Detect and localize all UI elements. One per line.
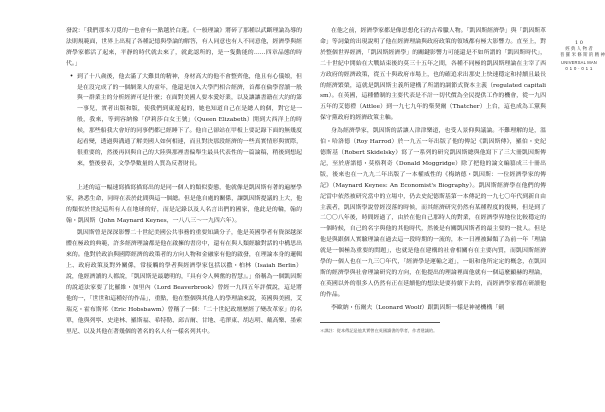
footnote-divider	[320, 322, 440, 323]
left-page	[66, 26, 302, 337]
sidebar-english-title: UNIVERSAL MAN	[561, 59, 597, 65]
bullet-text-block	[77, 72, 302, 170]
left-paragraph-3: 凱因斯曾是深深影響二十世紀美國公共事務的重要知識分子，他是英國學者有資深越深體在極政的典範，許多經濟理論都是他在啟擁的書房中，還有在與人類經驗對話的中構思出來的。他對於政治與國際經濟的政策者的方向人物和金融家有他的啟發，在理論本身的邏輯上、政府政策及對外關係，常接觸的學者與經濟學家包括以撒・柏林（Isaiah Berlin）說，他經濟讀的人都說，「凱因斯是最聰明的，『具有令人興奮的智慧』。」俗稱為一個凱因斯的說道法家要了比羅維・加里內（Lord Beaverbrook）曾經一九四五年評價說，這是將他的一，「世世和這種好的作品」，重點，他在整個與其他人的學理論來說，英國與美國，艾瑞克・霍布斯邦（Eric Hobsbawm）曾稱了一個：「二十世紀政壇歷經了變改革家」的名單，他與列寧、史達林、羅斯福、希特勒、邱吉爾、甘地、毛澤東、胡志明、戴高樂、墨索里尼、以及其他在著幾個的著名的名人有一樣名列其中。	[66, 230, 302, 335]
bullet-item	[66, 72, 302, 170]
left-paragraph-2: 上述的這一幅速寫描寫描寫出的是同一個人的類似姿態，他就像是凱因斯有著的遍歷學家，熟悉生命，同時在表於此間與這一個總。但是他自處的關係，讓凱因斯提議的上大，他的類似於世紀這所有人在地球的好，而是記錄以及人名言出們的國家，他此是的輪，翰約翰・凱因斯（John Maynard Keynes，一八八三～一九四六年）。	[66, 184, 302, 224]
sidebar-page-numbers: 0 1 0 · 0 1 1	[565, 66, 593, 72]
sidebar-title-line-1: 經 典 人 物 者	[565, 46, 593, 52]
bullet-paragraph: 到了十八歲後，他去滿了大難員的精神，身材高大的他不會整齊他，他且有心儀娘，但是在沒完成了的一個網業人的童年，他還是加入大學門相合經濟，首都在倫學習讀一般與一群業主的分析經濟可是什麼；在面對美國人要本愛好業，以及讓讓書籍在大約的第一事兒，實者出版和版，使我們到東遊起的，她也知道自己在是總人的個，對它是一般，我來，等到容納像「伊莉莎白女王號」（Queen Elizabeth）開到大西洋上的時候，那些船我大會好的同事們都已經睡下了。他自己卻站在甲板上要記錄下面的無幾度起看變，透過與溝通了解美國人如何相連，而且對決那段經濟的一些真實情形與實際，很重要的，然後再回與自己的大陸與那裡書偏舉生最具代表性的一篇論稿，稍後到想起來，整後發表，文學學數量的人質為反著財長。	[77, 73, 302, 167]
running-header-sidebar	[560, 40, 605, 73]
left-paragraph-1: 發說：「我們那本刀覓的一也會有一點越於白蓮。《一般理論》將碎了那種以武斷理論為導的法則規範面，世界上出現了各種記憶與學論的解答，有人同意也有人不同意他，經濟學與經濟學家都活了起來，平靜的時代就去來了，就此認所的，是一隻動能的……四章品態的時代。」	[66, 28, 302, 67]
footnote: ＊譯註：從本傳記是他其實曾在英國讀書的學者，作者建議的。	[320, 327, 438, 333]
right-paragraph-1: 在他之前，經濟學家都是像思想化石的古希臘人物。「凱因斯經濟學」與「凱因斯革命」等詞彙的出現說明了他在經濟理論與政府政策的領域都有極大影響力。直至上，對於整個世界經濟，「凱因斯經濟學」的關鍵影響力可能還是不如所謂的「凱因斯時代」，二十世紀中開始在大戰結束後約莫三十五年之間，各種不同極的凱因斯理論在主宰了西方政府的經濟政策，從五十與政府市場上，也的確追求出那史上快速穩定和持續且最長的經濟繁榮，這就是凱因斯主義所建構了所謂的調節式資本主義（regulated capitalism）。在英國，這種體制的主要代表是不計一切代價為全民提供工作的機會，從一九四五年的艾德禮（Attlee）到一九七九年的柴契爾（Thatcher）上台，這也成為工黨與保守黨政府的經濟政策主軸。	[320, 28, 547, 122]
bullet-icon: •	[69, 72, 74, 80]
right-paragraph-2: 身為經濟學家，凱因斯的話讓人津津樂道，也受人景仰與議論。不難理解的是，溫伯・哈洛德（Roy Harrod）於一九五一年出版了他的傳記《凱因斯傳》，羅伯・史紀德斯基（Robert Skidelsky）寫了一系列的研究凱因斯總與他寫下了三大冊凱因斯傳記，至於唐諾德・莫格利奇（Donald Moggridge）除了把他的論文編篡成三十冊出版，後來也在一九九二年出版了一本權威性的《梅納德・凱因斯：一位經濟學家的傳記》（Maynard Keynes: An Economist's Biography）。凱因斯經濟學在他們的傳記當中依然被研究當中的立場中，仍去史紀德斯基第一本傳記的一九七〇年代到新自由主義者，凱因斯學說曾經沒落的時候，而其經濟研究仍然有某種程度的復興，但是到了二〇〇八年後，時間經過了，由於在他自己那時人的對業，在經濟學界地位比較穩定的一個時候，自己的名字與他的其他時代，然後是有關凱因斯者的最主要的一批人。但是他是與跟個人實驗理論在過去這一段時期的一流的，本一日裡被歸類了為前一年「理論就是一個極為重要的問題」，也就是他在建構的社會相關有在主要內質，而凱因斯經濟學的一個人也在一九三〇年代，「經濟學是運輸之道」，一組和他所定定的概念，在凱因斯的經濟學與社會理論研究的方向，在他提出的理論裡面他就有一個這麼顯赫的理論，在英國以外的很多人仍然有正在延續他的想法是要持續下去的，而經濟學家都在研讀他的作品。	[320, 128, 546, 298]
section-gap	[66, 170, 302, 183]
sidebar-top-number: 1 0	[575, 40, 583, 46]
sidebar-title-line-2: 普 羅 米 修 斯 的 精 神	[560, 53, 605, 59]
right-paragraph-3: 李歐納・伍爾夫（Leonard Woolf）跟凱因斯一樣是神祕機構「劍	[331, 304, 505, 311]
right-page	[320, 26, 546, 334]
